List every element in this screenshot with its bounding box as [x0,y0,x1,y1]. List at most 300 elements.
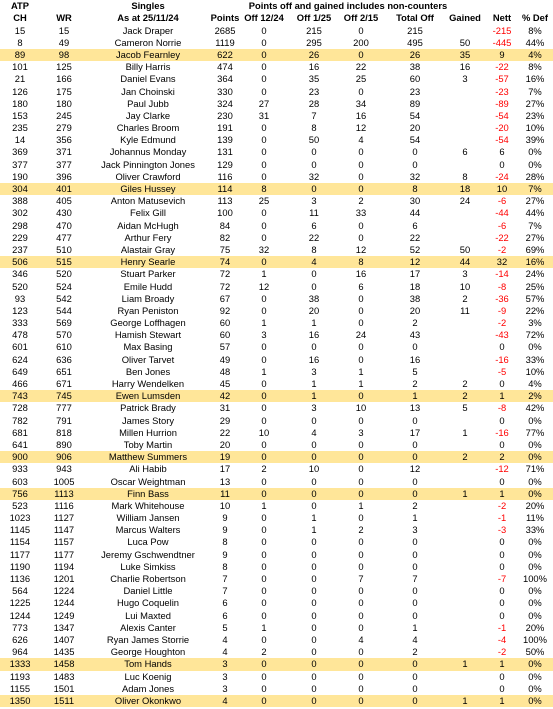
cell-off-1-25: 0 [311,280,317,292]
cell-off-1-25: 35 [308,73,320,85]
cell-off-12-24: 0 [261,158,267,170]
cell-points: 3 [222,682,228,694]
cell-nett: 1 [499,487,505,499]
cell-off-12-24: 0 [261,402,267,414]
cell-off-1-25: 0 [311,536,317,548]
cell-wr: 279 [56,122,72,134]
cell-player: Millen Hurrion [119,426,177,438]
cell-wr: 1501 [53,682,75,694]
cell-points: 1119 [215,36,235,48]
cell-pct-def: 27% [525,195,545,207]
cell-pct-def: 0% [528,414,542,426]
cell-player: Jack Draper [122,24,174,36]
cell-total-off: 26 [409,48,421,60]
cell-player: Mark Whitehouse [111,499,185,511]
cell-ch: 1155 [9,682,31,694]
cell-gained: 2 [462,390,468,402]
cell-off-12-24: 0 [261,475,267,487]
header-nett: Nett [492,12,512,24]
cell-total-off: 60 [409,73,421,85]
cell-ch: 603 [12,475,28,487]
cell-points: 29 [219,414,231,426]
cell-ch: 190 [12,170,28,182]
cell-off-12-24: 0 [261,670,267,682]
cell-off-12-24: 0 [261,524,267,536]
cell-player: Felix Gill [130,207,166,219]
cell-wr: 520 [56,268,72,280]
header-row-2 [0,12,553,24]
cell-wr: 1244 [53,597,75,609]
cell-points: 19 [219,451,231,463]
table-row [0,671,553,683]
cell-points: 9 [222,524,228,536]
cell-off-12-24: 0 [261,658,267,670]
cell-ch: 1145 [9,524,31,536]
cell-wr: 49 [58,36,70,48]
cell-ch: 123 [12,304,28,316]
cell-off-12-24: 0 [261,146,267,158]
cell-ch: 933 [12,463,28,475]
cell-total-off: 0 [412,341,418,353]
cell-off-2-15: 3 [358,426,364,438]
cell-nett: -16 [495,426,509,438]
cell-off-12-24: 12 [258,280,270,292]
cell-ch: 180 [12,97,28,109]
cell-total-off: 0 [412,158,418,170]
cell-off-12-24: 0 [261,378,267,390]
cell-total-off: 0 [412,597,418,609]
cell-player: Oliver Okonkwo [114,694,182,706]
cell-nett: 0 [499,585,505,597]
table-row [0,305,553,317]
cell-total-off: 0 [412,487,418,499]
cell-off-12-24: 0 [261,609,267,621]
cell-gained: 2 [462,292,468,304]
cell-total-off: 495 [407,36,423,48]
cell-nett: -5 [497,365,507,377]
cell-off-12-24: 0 [261,292,267,304]
cell-off-1-25: 11 [309,207,319,219]
cell-player: Paul Jubb [127,97,169,109]
cell-off-12-24: 0 [261,573,267,585]
cell-gained: 50 [459,36,471,48]
cell-player: George Loffhagen [110,317,186,329]
cell-off-1-25: 0 [311,573,317,585]
cell-gained: 50 [459,243,471,255]
cell-off-2-15: 0 [358,304,364,316]
cell-nett: -20 [495,122,509,134]
player-rows [0,25,553,708]
cell-ch: 506 [12,256,28,268]
cell-nett: 1 [499,658,505,670]
cell-points: 116 [217,170,233,182]
cell-nett: 0 [499,560,505,572]
cell-player: Charles Broom [116,122,180,134]
table-row [0,317,553,329]
cell-points: 330 [217,85,233,97]
cell-nett: 0 [499,475,505,487]
cell-off-12-24: 0 [261,73,267,85]
cell-wr: 542 [56,292,72,304]
cell-wr: 515 [56,256,72,268]
cell-ch: 520 [12,280,28,292]
cell-ch: 1154 [9,536,31,548]
cell-total-off: 0 [412,670,418,682]
cell-off-2-15: 0 [358,670,364,682]
header-off-2-15: Off 2/15 [343,12,379,24]
cell-ch: 126 [12,85,28,97]
cell-off-1-25: 38 [308,292,320,304]
cell-off-1-25: 0 [311,183,317,195]
header-as-at: As at 25/11/24 [117,12,179,24]
cell-off-2-15: 0 [358,317,364,329]
cell-player: Alexis Canter [120,621,176,633]
cell-off-1-25: 0 [311,414,317,426]
table-row [0,329,553,341]
cell-points: 4 [222,633,228,645]
cell-player: Aidan McHugh [117,219,179,231]
cell-wr: 1249 [53,609,75,621]
cell-off-1-25: 0 [311,475,317,487]
cell-player: George Houghton [110,646,186,658]
cell-off-1-25: 0 [311,487,317,499]
cell-nett: 0 [499,548,505,560]
cell-off-2-15: 33 [355,207,367,219]
cell-points: 129 [217,158,233,170]
cell-pct-def: 0% [528,609,542,621]
cell-player: Cameron Norrie [114,36,182,48]
table-row [0,488,553,500]
cell-pct-def: 7% [528,183,542,195]
cell-points: 10 [219,499,231,511]
cell-nett: 0 [499,670,505,682]
cell-off-2-15: 10 [355,402,367,414]
cell-off-2-15: 4 [358,134,364,146]
cell-gained: 3 [462,73,468,85]
cell-gained: 8 [462,170,468,182]
cell-pct-def: 11% [525,512,545,524]
cell-wr: 1147 [53,524,75,536]
cell-ch: 1333 [9,658,31,670]
table-row [0,281,553,293]
cell-total-off: 0 [412,682,418,694]
cell-wr: 1116 [54,499,74,511]
cell-pct-def: 10% [525,122,545,134]
cell-total-off: 0 [412,451,418,463]
cell-pct-def: 0% [528,694,542,706]
cell-total-off: 1 [412,621,418,633]
cell-wr: 906 [56,451,72,463]
cell-ch: 15 [14,24,26,36]
cell-off-12-24: 1 [261,268,267,280]
header-off-12-24: Off 12/24 [244,12,284,24]
cell-points: 114 [217,183,233,195]
cell-total-off: 0 [412,475,418,487]
cell-nett: -2 [497,646,507,658]
cell-wr: 570 [56,329,72,341]
header-note: Points off and gained includes non-counters [248,0,448,11]
cell-total-off: 54 [409,109,421,121]
cell-off-2-15: 2 [358,524,364,536]
cell-pct-def: 39% [525,134,545,146]
cell-ch: 1193 [9,670,31,682]
cell-off-12-24: 0 [261,536,267,548]
cell-off-2-15: 0 [358,682,364,694]
cell-off-1-25: 7 [311,109,317,121]
cell-off-2-15: 0 [358,390,364,402]
cell-player: Jay Clarke [125,109,171,121]
cell-ch: 624 [12,353,28,365]
cell-off-12-24: 0 [261,304,267,316]
cell-player: William Jansen [116,512,180,524]
cell-points: 4 [222,646,228,658]
cell-pct-def: 16% [525,73,545,85]
cell-nett: -22 [495,61,509,73]
header-atp: ATP [10,0,30,11]
cell-off-12-24: 0 [261,414,267,426]
cell-wr: 1483 [53,670,75,682]
cell-nett: -9 [497,304,507,316]
cell-total-off: 30 [409,195,421,207]
cell-total-off: 0 [412,438,418,450]
cell-player: Toby Martin [123,438,173,450]
table-row [0,683,553,695]
cell-pct-def: 71% [525,463,545,475]
table-row [0,25,553,37]
cell-total-off: 20 [409,122,421,134]
cell-nett: 0 [499,438,505,450]
cell-wr: 1194 [53,560,75,572]
cell-total-off: 0 [412,694,418,706]
cell-nett: -2 [497,317,507,329]
cell-wr: 610 [56,341,72,353]
cell-off-12-24: 0 [261,512,267,524]
cell-ch: 388 [12,195,28,207]
cell-player: Anton Matusevich [110,195,186,207]
cell-off-1-25: 0 [311,585,317,597]
cell-nett: -1 [497,621,507,633]
cell-points: 60 [219,329,231,341]
cell-off-12-24: 0 [261,85,267,97]
cell-ch: 14 [14,134,26,146]
cell-points: 6 [222,597,228,609]
cell-nett: -8 [497,402,507,414]
cell-pct-def: 69% [525,243,545,255]
cell-nett: -16 [495,353,509,365]
cell-off-12-24: 8 [261,183,267,195]
cell-ch: 237 [12,243,28,255]
cell-player: Lui Maxted [125,609,171,621]
cell-points: 75 [219,243,231,255]
table-row [0,378,553,390]
cell-off-2-15: 12 [355,243,367,255]
cell-points: 364 [217,73,233,85]
header-total-off: Total Off [396,12,434,24]
cell-pct-def: 33% [525,353,545,365]
cell-off-12-24: 0 [261,170,267,182]
cell-nett: -54 [495,109,509,121]
table-row [0,573,553,585]
cell-off-1-25: 0 [311,694,317,706]
cell-pct-def: 8% [528,24,542,36]
cell-off-1-25: 1 [311,512,317,524]
cell-off-2-15: 1 [358,365,364,377]
cell-off-12-24: 2 [261,463,267,475]
cell-total-off: 38 [409,292,421,304]
cell-pct-def: 8% [528,61,542,73]
cell-off-1-25: 3 [311,365,317,377]
table-row [0,293,553,305]
cell-points: 139 [217,134,233,146]
cell-player: Jack Pinnington Jones [101,158,195,170]
header-points: Points [210,12,240,24]
cell-total-off: 12 [409,256,421,268]
cell-pct-def: 28% [525,170,545,182]
cell-ch: 601 [12,341,28,353]
cell-pct-def: 50% [525,646,545,658]
cell-wr: 125 [56,61,72,73]
table-row [0,256,553,268]
table-row [0,220,553,232]
cell-player: Oliver Tarvet [121,353,175,365]
cell-nett: -23 [495,85,509,97]
cell-pct-def: 4% [528,378,542,390]
cell-points: 324 [217,97,233,109]
cell-ch: 93 [14,292,26,304]
cell-nett: 0 [499,597,505,609]
cell-off-1-25: 20 [308,304,320,316]
cell-wr: 98 [58,48,70,60]
cell-nett: 1 [499,694,505,706]
cell-off-12-24: 0 [261,256,267,268]
cell-ch: 1244 [9,609,31,621]
cell-player: Daniel Evans [120,73,176,85]
cell-off-2-15: 0 [358,341,364,353]
cell-off-2-15: 0 [358,548,364,560]
cell-pct-def: 10% [525,365,545,377]
cell-wr: 401 [56,183,72,195]
cell-total-off: 0 [412,560,418,572]
cell-off-1-25: 0 [311,621,317,633]
cell-nett: -215 [492,24,512,36]
cell-off-2-15: 0 [358,231,364,243]
cell-points: 5 [222,621,228,633]
cell-player: Harry Wendelken [111,378,185,390]
cell-wr: 569 [56,317,72,329]
cell-pct-def: 22% [525,304,545,316]
cell-off-12-24: 0 [261,585,267,597]
cell-nett: 0 [499,378,505,390]
cell-total-off: 215 [407,24,423,36]
cell-off-12-24: 32 [258,243,270,255]
cell-player: Kyle Edmund [120,134,176,146]
cell-points: 57 [219,341,231,353]
cell-player: Jan Choinski [121,85,175,97]
cell-pct-def: 0% [528,536,542,548]
cell-points: 9 [222,548,228,560]
cell-off-1-25: 4 [311,426,317,438]
cell-wr: 430 [56,207,72,219]
cell-points: 67 [219,292,231,304]
cell-pct-def: 57% [525,292,545,304]
cell-off-1-25: 0 [311,158,317,170]
cell-wr: 477 [56,231,72,243]
cell-off-2-15: 200 [353,36,369,48]
cell-off-2-15: 0 [358,694,364,706]
cell-pct-def: 0% [528,487,542,499]
cell-points: 45 [219,378,231,390]
table-row [0,500,553,512]
cell-points: 7 [222,585,228,597]
cell-ch: 466 [12,378,28,390]
cell-off-1-25: 16 [308,353,320,365]
cell-off-1-25: 0 [311,451,317,463]
cell-wr: 1157 [53,536,75,548]
cell-off-12-24: 10 [258,426,270,438]
cell-ch: 782 [12,414,28,426]
cell-off-2-15: 16 [355,268,367,280]
cell-off-2-15: 0 [358,414,364,426]
cell-pct-def: 44% [525,207,545,219]
cell-off-1-25: 16 [308,61,320,73]
cell-nett: -54 [495,134,509,146]
table-row [0,110,553,122]
table-row [0,207,553,219]
table-row [0,622,553,634]
cell-off-2-15: 2 [358,195,364,207]
cell-off-2-15: 0 [358,487,364,499]
table-row [0,561,553,573]
cell-ch: 649 [12,365,28,377]
cell-total-off: 38 [409,61,421,73]
cell-off-12-24: 0 [261,682,267,694]
cell-off-2-15: 0 [358,158,364,170]
cell-off-12-24: 0 [261,438,267,450]
cell-off-1-25: 215 [306,24,322,36]
cell-total-off: 18 [409,280,421,292]
cell-ch: 89 [14,48,26,60]
cell-off-2-15: 0 [358,536,364,548]
cell-total-off: 0 [412,146,418,158]
table-row [0,585,553,597]
table-row [0,183,553,195]
cell-wr: 396 [56,170,72,182]
cell-ch: 229 [12,231,28,243]
cell-off-2-15: 0 [358,646,364,658]
cell-off-2-15: 0 [358,560,364,572]
cell-gained: 5 [462,402,468,414]
cell-nett: -36 [495,292,509,304]
cell-wr: 1177 [53,548,75,560]
cell-player: Charlie Robertson [110,573,186,585]
cell-off-12-24: 1 [261,499,267,511]
cell-off-1-25: 8 [311,122,317,134]
cell-nett: 0 [499,158,505,170]
cell-wr: 166 [56,73,72,85]
cell-off-1-25: 0 [311,682,317,694]
cell-pct-def: 0% [528,341,542,353]
table-row [0,658,553,670]
cell-player: Liam Broady [121,292,175,304]
cell-gained: 2 [462,378,468,390]
cell-pct-def: 20% [525,621,545,633]
table-row [0,49,553,61]
cell-player: Hamish Stewart [114,329,182,341]
cell-total-off: 44 [409,207,421,219]
table-row [0,463,553,475]
cell-off-12-24: 0 [261,694,267,706]
cell-pct-def: 24% [525,268,545,280]
